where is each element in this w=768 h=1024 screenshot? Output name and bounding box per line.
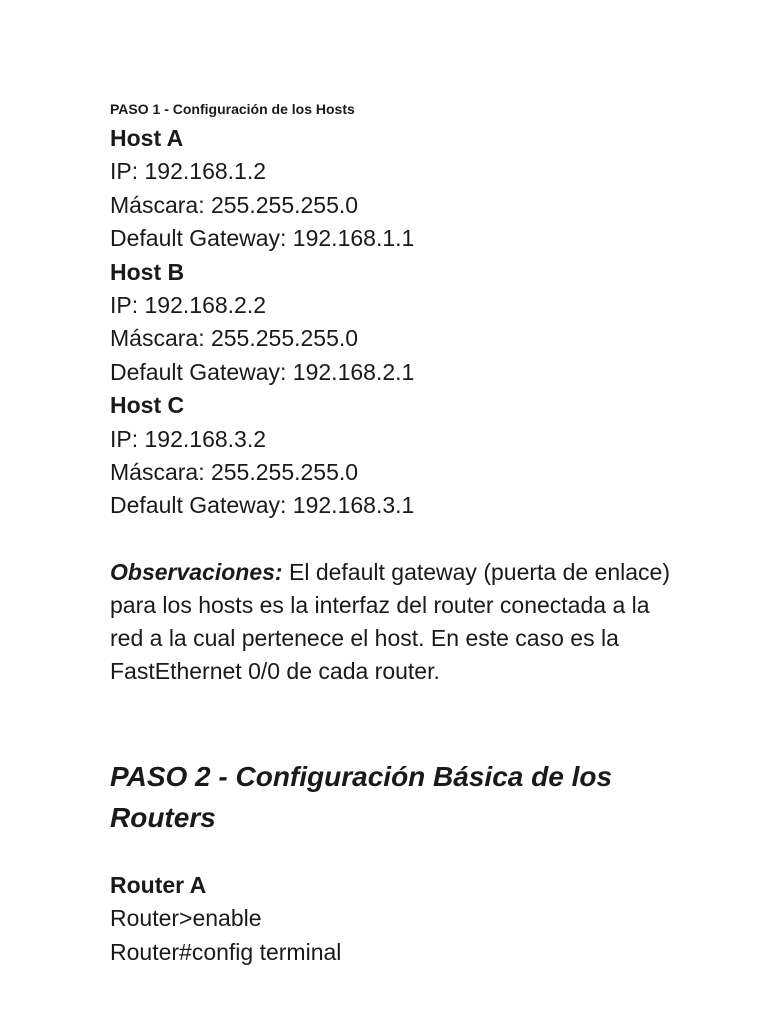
router-command-config-terminal: Router#config terminal [110, 938, 342, 965]
step1-heading: PASO 1 - Configuración de los Hosts [110, 101, 355, 117]
host-c-name: Host C [110, 392, 185, 419]
router-command-enable: Router>enable [110, 905, 262, 932]
hosts-section [110, 122, 414, 523]
host-c-mask: Máscara: 255.255.255.0 [110, 459, 359, 486]
host-a-gateway: Default Gateway: 192.168.1.1 [110, 225, 415, 252]
host-a-mask: Máscara: 255.255.255.0 [110, 191, 359, 218]
host-block-c [110, 389, 414, 523]
observations-paragraph [110, 556, 670, 688]
host-b-name: Host B [110, 258, 185, 285]
step2-heading: PASO 2 - Configuración Básica de los Routers [110, 761, 613, 833]
host-block-b [110, 256, 414, 390]
observations-label: Observaciones: [110, 559, 283, 585]
host-b-gateway: Default Gateway: 192.168.2.1 [110, 358, 415, 385]
host-b-mask: Máscara: 255.255.255.0 [110, 325, 359, 352]
host-b-ip: IP: 192.168.2.2 [110, 292, 267, 319]
host-c-gateway: Default Gateway: 192.168.3.1 [110, 492, 415, 519]
router-a-name: Router A [110, 872, 207, 898]
host-block-a [110, 122, 414, 256]
router-a-section [110, 869, 341, 969]
host-a-ip: IP: 192.168.1.2 [110, 158, 267, 185]
host-a-name: Host A [110, 125, 184, 151]
observations-text: El default gateway (puerta de enlace) para los hosts es la interfaz del router conectada a la red a la cual pertenece el host. En este caso es la FastEthernet 0/0 de cada router. [110, 559, 670, 684]
host-c-ip: IP: 192.168.3.2 [110, 425, 267, 452]
